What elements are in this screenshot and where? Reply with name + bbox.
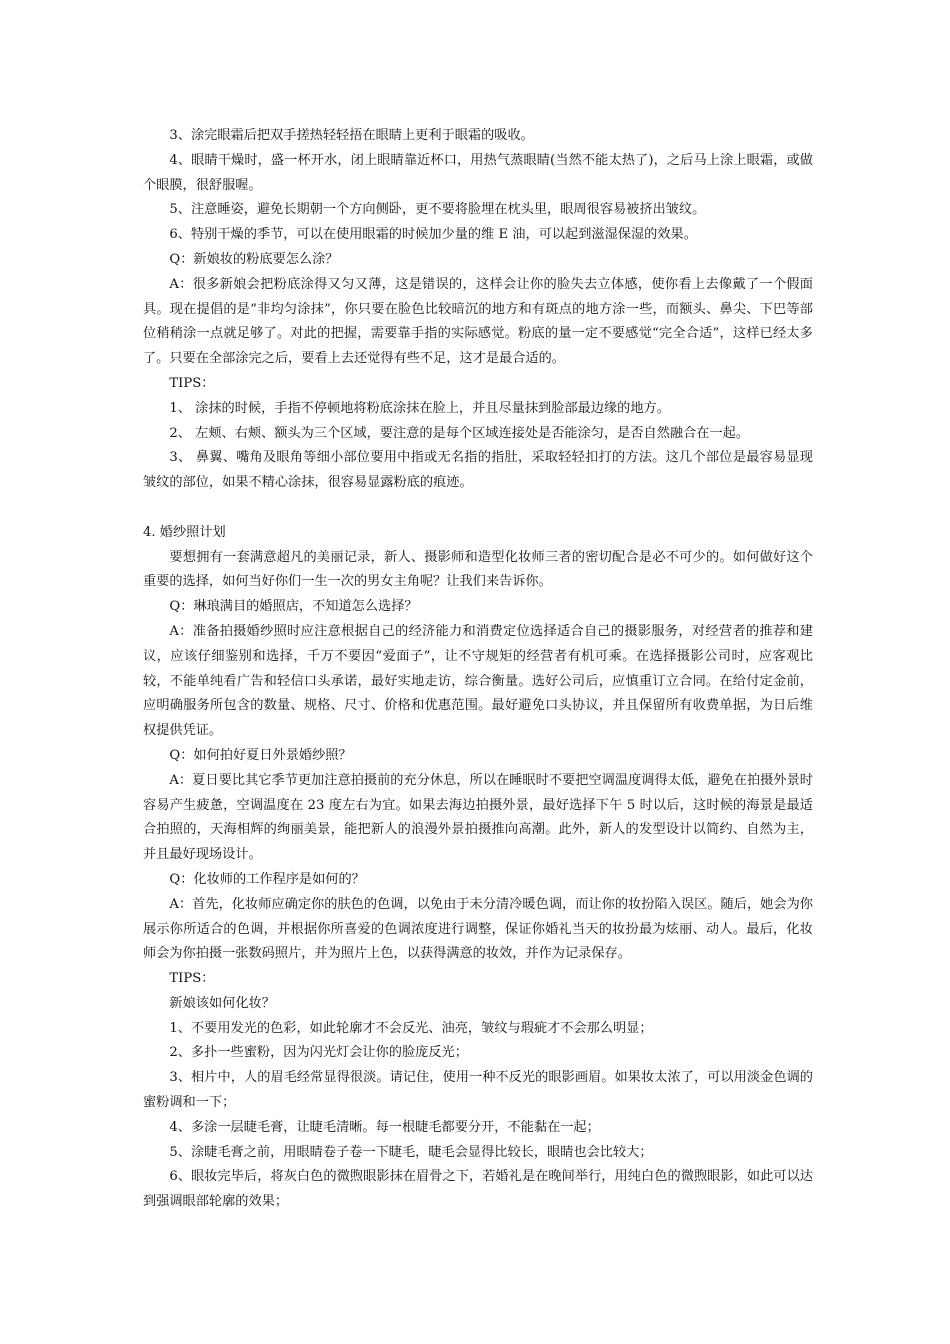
foundation-tips-label: TIPS： [169,375,215,391]
makeup-tip-6: 6、眼妆完毕后，将灰白色的微煦眼影抹在眉骨之下，若婚礼是在晚间举行，用纯白色的微煦眼影，如此可以达到强调眼部轮廓的效果； [143,1169,813,1210]
makeup-tip-1: 1、不要用发光的色彩，如此轮廓才不会反光、油亮，皱纹与瑕疵才不会那么明显； [169,1020,653,1036]
eye-tip-6: 6、特别干燥的季节，可以在使用眼霜的时候加少量的维 E 油，可以起到滋湿保湿的效果。 [169,227,697,243]
summer-question: Q：如何拍好夏日外景婚纱照？ [169,747,352,763]
makeup-artist-answer: A：首先，化妆师应确定你的肤色的色调，以免由于未分清冷暖色调，而让你的妆扮陷入误区。随后，她会为你展示你所适合的色调，并根据你所喜爱的色调浓度进行调整，保证你婚礼当天的妆扮最为炫丽、动人。最后，化妆师会为你拍摄一张数码照片，并为照片上色，以获得满意的妆效，并作为记录保存。 [143,896,813,962]
makeup-tip-4: 4、多涂一层睫毛膏，让睫毛清晰。每一根睫毛都要分开，不能黏在一起； [169,1119,600,1135]
foundation-tip-3: 3、 鼻翼、嘴角及眼角等细小部位要用中指或无名指的指肚，采取轻轻扣打的方法。这几个部位是最容易显现皱纹的部位，如果不精心涂抹，很容易显露粉底的痕迹。 [143,450,813,491]
section-intro: 要想拥有一套满意超凡的美丽记录，新人、摄影师和造型化妆师三者的密切配合是必不可少的。如何做好这个重要的选择，如何当好你们一生一次的男女主角呢？让我们来告诉你。 [143,549,813,590]
eye-tip-5: 5、注意睡姿，避免长期朝一个方向侧卧，更不要将脸埋在枕头里，眼周很容易被挤出皱纹。 [169,202,706,218]
makeup-artist-question: Q：化妆师的工作程序是如何的？ [169,871,365,887]
summer-answer: A：夏日要比其它季节更加注意拍摄前的充分休息，所以在睡眠时不要把空调温度调得太低，避免在拍摄外景时容易产生疲惫，空调温度在 23 度左右为宜。如果去海边拍摄外景，最好选择下午 5 时以后，这时候的海景是最适合拍照的，天海相辉的绚丽美景，能把新人的浪漫外景拍摄推向高潮。此外，新人的发型设计以简约、自然为主，并且最好现场设计。 [143,772,813,863]
eye-tip-4: 4、眼睛干燥时，盛一杯开水，闭上眼睛靠近杯口，用热气蒸眼睛(当然不能太热了)，之后马上涂上眼霜，或做个眼膜，很舒服喔。 [143,152,813,193]
eye-tip-3: 3、涂完眼霜后把双手搓热轻轻捂在眼睛上更利于眼霜的吸收。 [169,128,534,143]
foundation-answer: A：很多新娘会把粉底涂得又匀又薄，这是错误的，这样会让你的脸失去立体感，使你看上去像戴了一个假面具。现在提倡的是“非均匀涂抹”，你只要在脸色比较暗沉的地方和有斑点的地方涂一些，而额头、鼻尖、下巴等部位稍稍涂一点就足够了。对此的把握，需要靠手指的实际感觉。粉底的量一定不要感觉“完全合适”，这样已经太多了。只要在全部涂完之后，要看上去还觉得有些不足，这才是最合适的。 [143,276,813,367]
foundation-question: Q：新娘妆的粉底要怎么涂？ [169,251,339,267]
studio-question: Q：琳琅满目的婚照店，不知道怎么选择？ [169,599,418,615]
makeup-tip-3: 3、相片中，人的眉毛经常显得很淡。请记住，使用一种不反光的眼影画眉。如果妆太浓了，可以用淡金色调的蜜粉调和一下； [143,1070,813,1111]
makeup-tips-label: TIPS： [169,971,215,987]
foundation-tip-2: 2、 左颊、右颊、额头为三个区域，要注意的是每个区域连接处是否能涂匀，是否自然融合在一起。 [169,425,750,441]
makeup-tip-5: 5、涂睫毛膏之前，用眼睛卷子卷一下睫毛，睫毛会显得比较长，眼睛也会比较大； [169,1144,653,1160]
makeup-tips-subtitle: 新娘该如何化妆？ [169,995,275,1011]
document-page [143,124,813,1215]
foundation-tip-1: 1、 涂抹的时候，手指不停顿地将粉底涂抹在脸上，并且尽量抹到脸部最边缘的地方。 [169,400,670,416]
section-heading: 4. 婚纱照计划 [143,524,226,540]
studio-answer: A：准备拍摄婚纱照时应注意根据自己的经济能力和消费定位选择适合自己的摄影服务，对经营者的推荐和建议，应该仔细鉴别和选择，千万不要因“爱面子”，让不守规矩的经营者有机可乘。在选择摄影公司时，应客观比较，不能单纯看广告和轻信口头承诺，最好实地走访，综合衡量。选好公司后，应慎重订立合同。在给付定金前，应明确服务所包含的数量、规格、尺寸、价格和优惠范围。最好避免口头协议，并且保留所有收费单据，为日后维权提供凭证。 [143,623,813,739]
makeup-tip-2: 2、多扑一些蜜粉，因为闪光灯会让你的脸庞反光； [169,1045,468,1061]
